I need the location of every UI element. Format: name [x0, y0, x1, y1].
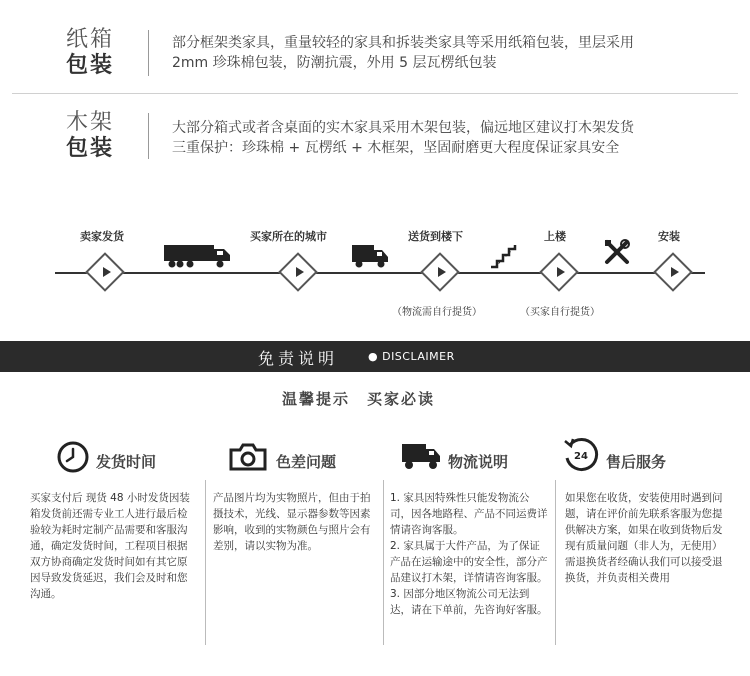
disclaimer-band	[0, 341, 750, 372]
col-shipping-time-text: 买家支付后 现货 48 小时发货因装箱发货前还需专业工人进行最后检验较为耗时定制产品需要和客服沟通，确定发货时间，工程项目根据双方协商确定发货时间如有其它原因导致发货延迟，我们会及时和您沟通。	[30, 492, 190, 600]
step-deliver-downstairs: 送货到楼下	[408, 230, 463, 243]
play-icon	[557, 267, 565, 277]
timeline-node-3	[426, 262, 454, 290]
play-icon	[296, 267, 304, 277]
col-after-sales-title: 售后服务	[606, 453, 667, 471]
24h-service-icon	[562, 436, 600, 474]
step-install: 安装	[658, 230, 680, 243]
note-logistics-pickup: （物流需自行提货）	[392, 307, 482, 318]
clock-icon	[56, 440, 90, 474]
timeline-node-2	[284, 262, 312, 290]
stairs-icon	[489, 243, 519, 269]
col-logistics-title: 物流说明	[448, 453, 509, 471]
col-after-sales-text: 如果您在收货，安装使用时遇到问题，请在评价前先联系客服为您提供解决方案，如果在收到货物后发现有质量问题（非人为，无使用）需退换货者经确认我们可以接受退换货，并负责相关费用	[565, 492, 723, 584]
col-shipping-time-title: 发货时间	[96, 453, 157, 471]
carton-title-line2: 包装	[65, 53, 114, 78]
note-buyer-pickup: （买家自行提货）	[520, 307, 600, 318]
disclaimer-title: 免责说明	[258, 349, 339, 368]
divider	[148, 113, 149, 159]
van-icon	[350, 242, 390, 270]
column-divider	[383, 480, 384, 645]
wood-title-line1: 木架	[65, 110, 114, 135]
carton-title-line1: 纸箱	[65, 27, 114, 52]
wood-title-line2: 包装	[65, 136, 114, 161]
timeline-node-5	[659, 262, 687, 290]
play-icon	[671, 267, 679, 277]
carton-packaging-title	[55, 27, 125, 79]
wood-text-line1: 大部分箱式或者含桌面的实木家具采用木架包装，偏远地区建议打木架发货	[172, 120, 634, 136]
wood-description	[172, 118, 732, 158]
disclaimer-title-en: ● DISCLAIMER	[368, 350, 455, 363]
divider	[148, 30, 149, 76]
tools-icon	[603, 238, 631, 266]
24h-label: 24	[574, 451, 588, 462]
carton-text-line1: 部分框架类家具，重量较轻的家具和拆装类家具等采用纸箱包装，里层采用	[172, 35, 634, 51]
carton-description	[172, 33, 732, 73]
col-logistics-text: 1. 家具因特殊性只能发物流公司，因各地路程、产品不同运费详情请咨询客服。 2. 家具属于大件产品，为了保证产品在运输途中的安全性，部分产品建议打木架，详情请咨询客服。 3. 因部分地区物流公司无法到达，请在下单前，先咨询好客服。	[390, 492, 548, 616]
play-icon	[438, 267, 446, 277]
truck-icon	[162, 243, 232, 269]
step-upstairs: 上楼	[544, 230, 566, 243]
section-divider	[12, 93, 738, 94]
timeline-node-4	[545, 262, 573, 290]
step-buyer-city: 买家所在的城市	[250, 230, 327, 243]
notice-heading: 温馨提示 买家必读	[282, 390, 436, 408]
play-icon	[103, 267, 111, 277]
carton-text-line2: 2mm 珍珠棉包装，防潮抗震，外用 5 层瓦楞纸包装	[172, 55, 497, 71]
timeline-node-1	[91, 262, 119, 290]
col-color-diff-text: 产品图片均为实物照片，但由于拍摄技术，光线、显示器参数等因素影响，收到的实物颜色与照片会有差别，请以实物为准。	[213, 492, 371, 552]
timeline-line	[55, 272, 705, 274]
camera-icon	[228, 442, 268, 472]
truck-icon	[400, 440, 442, 472]
column-divider	[555, 480, 556, 645]
col-color-diff-title: 色差问题	[276, 453, 337, 471]
wood-packaging-title	[55, 110, 125, 162]
column-divider	[205, 480, 206, 645]
step-seller-ship: 卖家发货	[80, 230, 124, 243]
wood-text-line2: 三重保护：珍珠棉 + 瓦楞纸 + 木框架，坚固耐磨更大程度保证家具安全	[172, 140, 620, 156]
